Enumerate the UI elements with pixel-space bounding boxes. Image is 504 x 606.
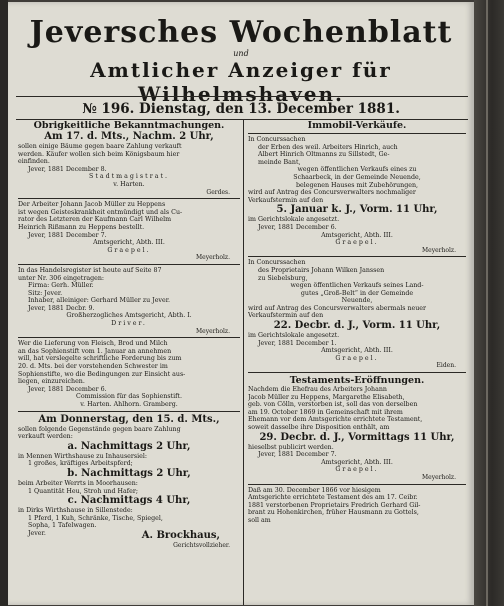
notice-text: in Mennen Wirthshause zu Inhausersiel: [18, 452, 148, 460]
notice-signature: Meyerholz. [422, 246, 456, 254]
auction-time-a: a. Nachmittags 2 Uhr, [67, 440, 191, 452]
notice-text: verkauft werden: [18, 433, 73, 441]
notice-text: 1 Quantität Heu, Stroh und Hafer; [28, 487, 138, 495]
left-page-edge [0, 0, 8, 606]
notice-text: hieselbst publicirt werden. [248, 443, 334, 451]
notice-text: Amtsgerichte errichtete Testament des am 17. Ceibr. [248, 494, 418, 502]
notice-authority: Stadtmagistrat. [89, 173, 169, 181]
notice-name: A. Brockhaus, [141, 529, 220, 541]
notice-text: am 19. October 1869 in Gemeinschaft mit ihrem [248, 408, 403, 416]
right-column [248, 120, 466, 525]
notice-text: brant zu Hohenkirchen, früher Hausmann zu Gottels, [248, 509, 419, 517]
notice-text: In das Handelsregister ist heute auf Seite 87 [18, 266, 162, 274]
notice-text: wird auf Antrag des Concursverwalters nochmaliger [248, 189, 416, 197]
notice-text: Neuende, [341, 297, 373, 305]
notice-text: gutes „Groß-Belt“ in der Gemeinde [300, 289, 414, 297]
notice-date: Jever, 1881 December 7. [258, 451, 337, 459]
notice-separator [18, 337, 240, 338]
notice-date: Jever, 1881 Decbr. 9. [28, 304, 95, 312]
notice-text: Ehemann vor dem Amtsgerichte errichtete Testament, [248, 416, 423, 424]
notice-names: v. Harten. Ahlhorn. Gramberg. [80, 401, 178, 408]
notice-text: 1 Pferd, 1 Kuh, Schränke, Tische, Spiegel, [28, 514, 163, 522]
notice-signature: Meyerholz. [196, 254, 230, 262]
notice-court: Amtsgericht, Abth. III. [321, 231, 393, 239]
notice-text: ist wegen Geisteskrankheit entmündigt und als Cu- [18, 208, 183, 216]
notice-text: Albert Hinrich Oltmanns zu Sillstedt, Ge- [258, 151, 390, 159]
notice-name: v. Harten. [113, 180, 145, 188]
spine-line [486, 0, 488, 606]
notice-text: Sophienstifte, wo die Bedingungen zur Einsicht aus- [18, 370, 186, 378]
notice-text: an das Sophienstift vom 1. Januar an annehmen [18, 347, 172, 355]
notice-text: Heinrich Rißmann zu Heppens bestellt. [18, 223, 145, 231]
notice-court: Amtsgericht, Abth. III. [321, 347, 393, 355]
notice-separator [18, 264, 240, 265]
auction-footer [18, 530, 240, 542]
notice-text: wegen öffentlichen Verkaufs seines Land- [290, 282, 424, 290]
masthead-rule-top [16, 96, 468, 97]
notice-text: Sitz: Jever. [28, 289, 63, 297]
auction-time-b: b. Nachmittags 2 Uhr, [67, 467, 191, 479]
notice-text: Schaarbeck, in der Gemeinde Neuende, [293, 173, 421, 181]
notice-text: 1 großes, kräftiges Arbeitspferd; [28, 460, 133, 468]
notice-court: Großherzogliches Amtsgericht, Abth. I. [66, 312, 192, 320]
section-header-official: Obrigkeitliche Bekanntmachungen. [33, 120, 225, 131]
notice-court: Amtsgericht, Abth. III. [321, 458, 393, 466]
section-header-testaments: Testaments-Eröffnungen. [289, 375, 425, 387]
notice-text: Wer die Lieferung von Fleisch, Brod und Milch [18, 340, 168, 348]
notice-text: Der Arbeiter Johann Jacob Müller zu Heppens [18, 201, 166, 209]
notice-authority: Commission für das Sophienstift. [76, 393, 182, 401]
notice-text: beim Arbeiter Werrts in Moorhausen: [18, 479, 138, 487]
notice-text: unter Nr. 306 eingetragen: [18, 274, 105, 282]
notice-text: In Concurssachen [248, 259, 306, 267]
notice-text: liegen, einzureichen. [18, 378, 85, 386]
notice-text: in Dirks Wirthshause in Sillenstede: [18, 507, 133, 515]
notice-text: einfinden. [18, 158, 50, 166]
notice-text: im Gerichtslokale angesetzt. [248, 216, 340, 224]
notice-separator [18, 411, 240, 412]
notice-signature: Eiden. [436, 362, 456, 370]
notice-text: rator des Letzteren der Kaufmann Carl Wilhelm [18, 216, 172, 224]
notice-text: wegen öffentlichen Verkaufs eines zu [297, 166, 417, 174]
notice-text: Jacob Müller zu Heppens, Margarethe Elisabeth, [248, 393, 405, 401]
notice-text: soweit dasselbe ihre Disposition enthält, am [248, 424, 390, 431]
notice-text: Inhaber, alleiniger: Gerhard Müller zu Jever. [28, 297, 171, 305]
notice-text: Verkaufstermin auf den [248, 312, 324, 320]
notice-signature: Gerdes. [206, 188, 230, 196]
notice-text: 1881 verstorbenen Proprietairs Fredrich Gerhard Gil- [248, 501, 421, 509]
newspaper-title: Jeversches Wochenblatt [29, 15, 453, 50]
notice-separator [248, 133, 466, 134]
notice-date: Jever, 1881 December 8. [28, 165, 107, 173]
notice-court: Amtsgericht, Abth. III. [93, 239, 165, 247]
notice-separator [248, 256, 466, 257]
left-column [18, 120, 240, 550]
notice-title: Gerichtsvollzieher. [173, 541, 230, 549]
notice-separator [248, 484, 466, 485]
sale-date-headline: 5. Januar k. J., Vorm. 11 Uhr, [276, 204, 438, 216]
notice-text: zu Siebelsburg, [258, 274, 308, 282]
notice-text: meinde Bant, [258, 158, 301, 166]
notice-separator [18, 198, 240, 199]
notice-signature: Meyerholz. [422, 473, 456, 481]
notice-text: Firma: Gerh. Müller. [28, 282, 94, 290]
notice-name: Graepel. [335, 354, 379, 362]
notice-name: Driver. [111, 320, 147, 328]
notice-text: im Gerichtslokale angesetzt. [248, 332, 340, 340]
newspaper-page [8, 2, 474, 605]
sale-date-headline: 22. Decbr. d. J., Vorm. 11 Uhr, [273, 320, 441, 332]
notice-name: Graepel. [107, 246, 151, 254]
notice-text: will, hat verslegelte schriftliche Forderung bis zum [18, 355, 182, 363]
section-header-real-estate: Immobil-Verkäufe. [307, 120, 407, 131]
book-spine [474, 0, 504, 606]
auction-time-c: c. Nachmittags 4 Uhr, [67, 495, 191, 507]
notice-text: werden. Käufer wollen sich beim Königsbaum hier [18, 150, 180, 158]
notice-date: Jever, 1881 December 1. [258, 339, 337, 347]
notice-text: soll am [248, 516, 271, 524]
notice-text: wird auf Antrag des Concursverwalters abermals neuer [248, 304, 427, 312]
notice-text: sollen folgende Gegenstände gegen baare Zahlung [18, 425, 181, 433]
masthead [8, 6, 474, 106]
notice-date: Jever, 1881 December 6. [28, 385, 107, 393]
notice-date: Jever, 1881 December 6. [258, 223, 337, 231]
notice-text: Nachdem die Ehefrau des Arbeiters Johann [248, 386, 387, 394]
notice-place: Jever. [28, 529, 46, 537]
notice-separator [248, 372, 466, 373]
newspaper-subtitle: Amtlicher Anzeiger für Wilhelmshaven. [90, 58, 392, 106]
notice-text: sollen einige Bäume gegen baare Zahlung verkauft [18, 143, 182, 150]
notice-text: geb. von Cölln, verstorben ist, soll das von derselben [248, 401, 418, 409]
notice-signature: Meyerholz. [196, 327, 230, 335]
notice-date-headline: Am 17. d. Mts., Nachm. 2 Uhr, [44, 131, 214, 142]
notice-text: Verkaufstermin auf den [248, 196, 324, 204]
notice-text: 20. d. Mts. bei der vorstehenden Schwester im [18, 363, 168, 371]
notice-text: Daß am 30. December 1866 vor hiesigem [248, 486, 381, 494]
notice-name: Graepel. [335, 239, 379, 247]
notice-text: der Erben des weil. Arbeiters Hinrich, auch [258, 143, 398, 151]
notice-text: belegenen Hauses mit Zubehörungen, [295, 181, 419, 189]
notice-date: Jever, 1881 December 7. [28, 231, 107, 239]
title-connector: und [233, 49, 249, 58]
column-divider [243, 120, 244, 605]
issue-line: № 196. Dienstag, den 13. December 1881. [82, 101, 400, 117]
publication-date-headline: 29. Decbr. d. J., Vormittags 11 Uhr, [259, 431, 455, 443]
notice-text: des Proprietairs Johann Wilken Janssen [258, 266, 385, 274]
notice-text: In Concurssachen [248, 136, 306, 143]
notice-name: Graepel. [335, 466, 379, 474]
notice-text: Sopha, 1 Tafelwagen. [28, 522, 97, 530]
auction-headline: Am Donnerstag, den 15. d. Mts., [38, 413, 220, 425]
